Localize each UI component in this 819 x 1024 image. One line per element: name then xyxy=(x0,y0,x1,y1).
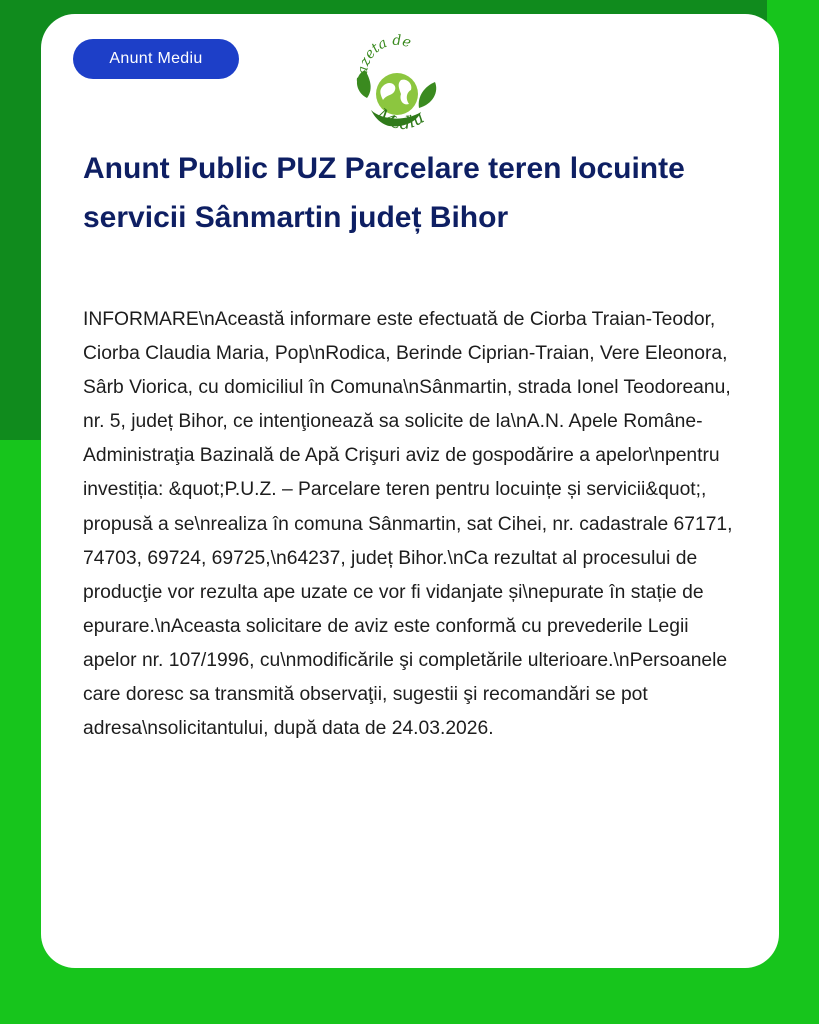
logo-text-top: Gazeta de xyxy=(354,34,413,89)
announcement-card xyxy=(41,14,779,968)
category-badge-label: Anunt Mediu xyxy=(109,50,203,67)
logo-text-bottom: Mediu xyxy=(372,104,428,135)
article-body: INFORMARE\nAceastă informare este efectuată de Ciorba Traian-Teodor, Ciorba Claudia Maria, Pop\nRodica, Berinde Ciprian-Traian, Vere Eleonora, Sârb Viorica, cu domiciliul în Comuna\nSânmartin, strada Ionel Teodoreanu, nr. 5, județ Bihor, ce intenţionează sa solicite de la\nA.N. Apele Române-Administraţia Bazinală de Apă Crişuri aviz de gospodărire a apelor\npentru investiția: &quot;P.U.Z. – Parcelare teren pentru locuințe și servicii&quot;, propusă a se\nrealiza în comuna Sânmartin, sat Cihei, nr. cadastrale 67171, 74703, 69724, 69725,\n64237, județ Bihor.\nCa rezultat al procesului de producţie vor rezulta ape uzate ce vor fi vidanjate și\nepurate în stație de epurare.\nAceasta solicitare de aviz este conformă cu prevederile Legii apelor nr. 107/1996, cu\nmodificările şi completările ulterioare.\nPersoanele care doresc sa transmită observaţii, sugestii şi recomandări se pot adresa\nsolicitantului, după data de 24.03.2026. xyxy=(83,309,733,740)
article-title: Anunt Public PUZ Parcelare teren locuinte servicii Sânmartin județ Bihor xyxy=(83,152,685,234)
category-badge[interactable] xyxy=(73,39,239,79)
logo-leaf-right xyxy=(419,82,437,108)
gazeta-de-mediu-logo xyxy=(347,34,447,144)
